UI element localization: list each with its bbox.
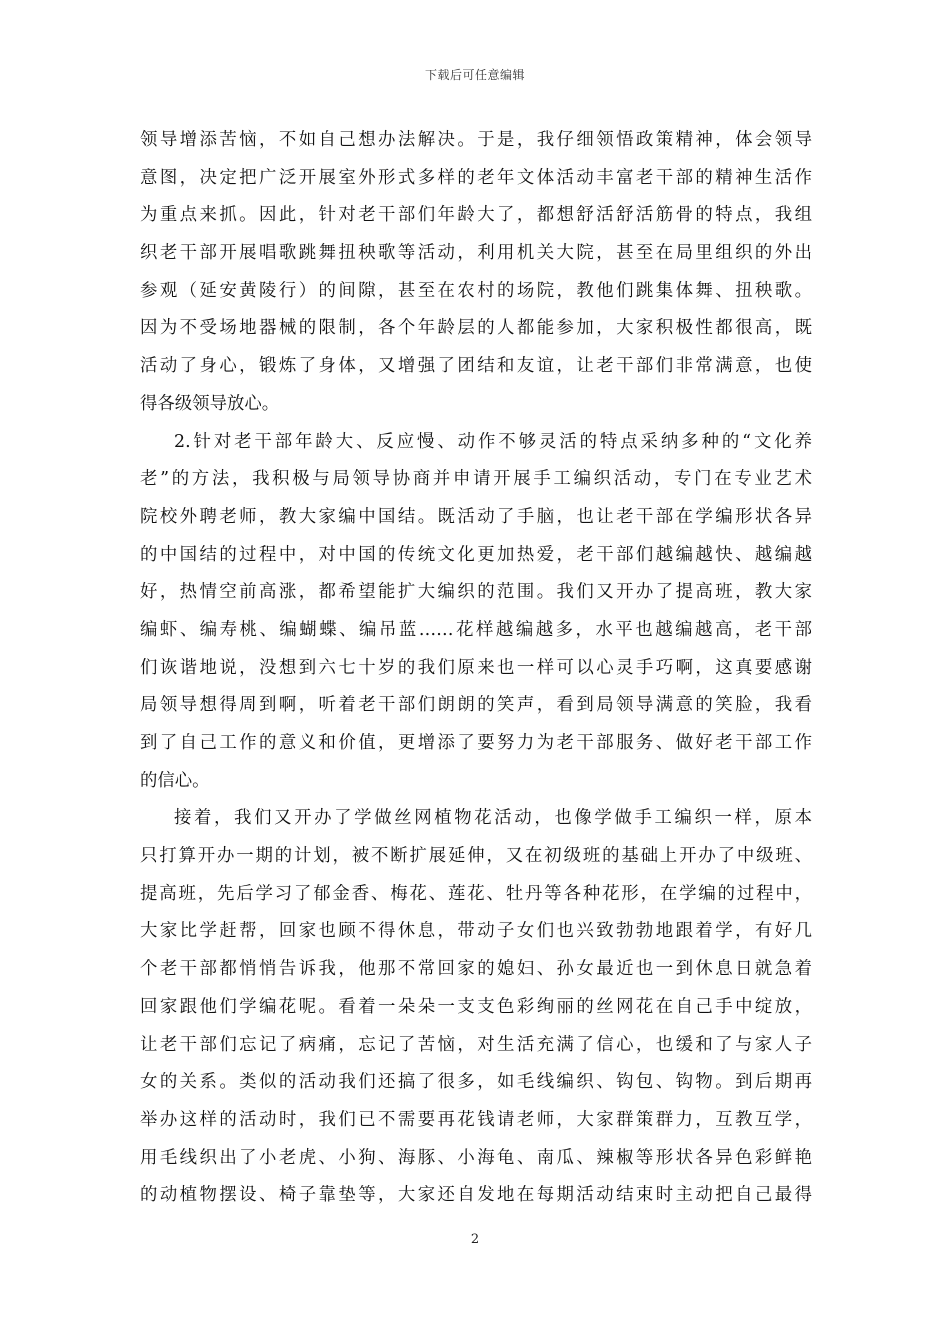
text-line: 大家比学赶帮，回家也顾不得休息，带动子女们也兴致勃勃地跟着学，有好几 — [140, 921, 812, 942]
text-line: 个老干部都悄悄告诉我，他那不常回家的媳妇、孙女最近也一到休息日就急着 — [140, 959, 812, 980]
paragraph — [140, 122, 812, 424]
text-line: 的动植物摆设、椅子靠垫等，大家还自发地在每期活动结束时主动把自己最得 — [140, 1185, 812, 1206]
text-line: 用毛线织出了小老虎、小狗、海豚、小海龟、南瓜、辣椒等形状各异色彩鲜艳 — [140, 1147, 812, 1168]
text-line: 活动了身心，锻炼了身体，又增强了团结和友谊，让老干部们非常满意，也使 — [140, 356, 812, 377]
text-line: 编虾、编寿桃、编蝴蝶、编吊蓝……花样越编越多，水平也越编越高，老干部 — [140, 619, 812, 640]
text-line: 的信心。 — [140, 770, 210, 791]
text-line: 因为不受场地器械的限制，各个年龄层的人都能参加，大家积极性都很高，既 — [140, 318, 812, 339]
text-line: 院校外聘老师，教大家编中国结。既活动了手脑，也让老干部在学编形状各异 — [140, 506, 812, 527]
text-line: 为重点来抓。因此，针对老干部们年龄大了，都想舒活舒活筋骨的特点，我组 — [140, 205, 812, 226]
text-line: 参观（延安黄陵行）的间隙，甚至在农村的场院，教他们跳集体舞、扭秧歌。 — [140, 280, 812, 301]
text-line: 得各级领导放心。 — [140, 393, 280, 414]
text-line: 到了自己工作的意义和价值，更增添了要努力为老干部服务、做好老干部工作 — [140, 733, 812, 753]
text-line: 女的关系。类似的活动我们还搞了很多，如毛线编织、钩包、钩物。到后期再 — [140, 1072, 812, 1093]
text-line: 的中国结的过程中，对中国的传统文化更加热爱，老干部们越编越快、越编越 — [140, 544, 812, 565]
page-number: 2 — [470, 1232, 480, 1247]
text-line: 提高班，先后学习了郁金香、梅花、莲花、牡丹等各种花形，在学编的过程中， — [140, 883, 812, 904]
paragraph — [140, 424, 812, 801]
document-body — [140, 122, 812, 1215]
text-line: 只打算开办一期的计划，被不断扩展延伸，又在初级班的基础上开办了中级班、 — [140, 846, 812, 867]
text-line: 好，热情空前高涨，都希望能扩大编织的范围。我们又开办了提高班，教大家 — [140, 582, 812, 603]
text-line: 接着，我们又开办了学做丝网植物花活动，也像学做手工编织一样，原本 — [174, 808, 812, 829]
page-header: 下载后可任意编辑 — [424, 68, 525, 82]
text-line: 们诙谐地说，没想到六七十岁的我们原来也一样可以心灵手巧啊，这真要感谢 — [140, 657, 812, 678]
text-line: 织老干部开展唱歌跳舞扭秧歌等活动，利用机关大院，甚至在局里组织的外出 — [140, 243, 812, 264]
text-line: 回家跟他们学编花呢。看着一朵朵一支支色彩绚丽的丝网花在自己手中绽放， — [140, 996, 812, 1017]
text-line: 让老干部们忘记了病痛，忘记了苦恼，对生活充满了信心，也缓和了与家人子 — [140, 1034, 812, 1055]
text-line: 意图，决定把广泛开展室外形式多样的老年文体活动丰富老干部的精神生活作 — [140, 167, 812, 188]
paragraph — [140, 800, 812, 1215]
text-line: 举办这样的活动时，我们已不需要再花钱请老师，大家群策群力，互教互学， — [140, 1109, 812, 1130]
text-line: 2.针对老干部年龄大、反应慢、动作不够灵活的特点采纳多种的“文化养 — [174, 431, 812, 452]
text-line: 局领导想得周到啊，听着老干部们朗朗的笑声，看到局领导满意的笑脸，我看 — [140, 695, 812, 716]
text-line: 领导增添苦恼，不如自己想办法解决。于是，我仔细领悟政策精神，体会领导 — [140, 130, 812, 150]
text-line: 老”的方法，我积极与局领导协商并申请开展手工编织活动，专门在专业艺术 — [140, 469, 812, 490]
